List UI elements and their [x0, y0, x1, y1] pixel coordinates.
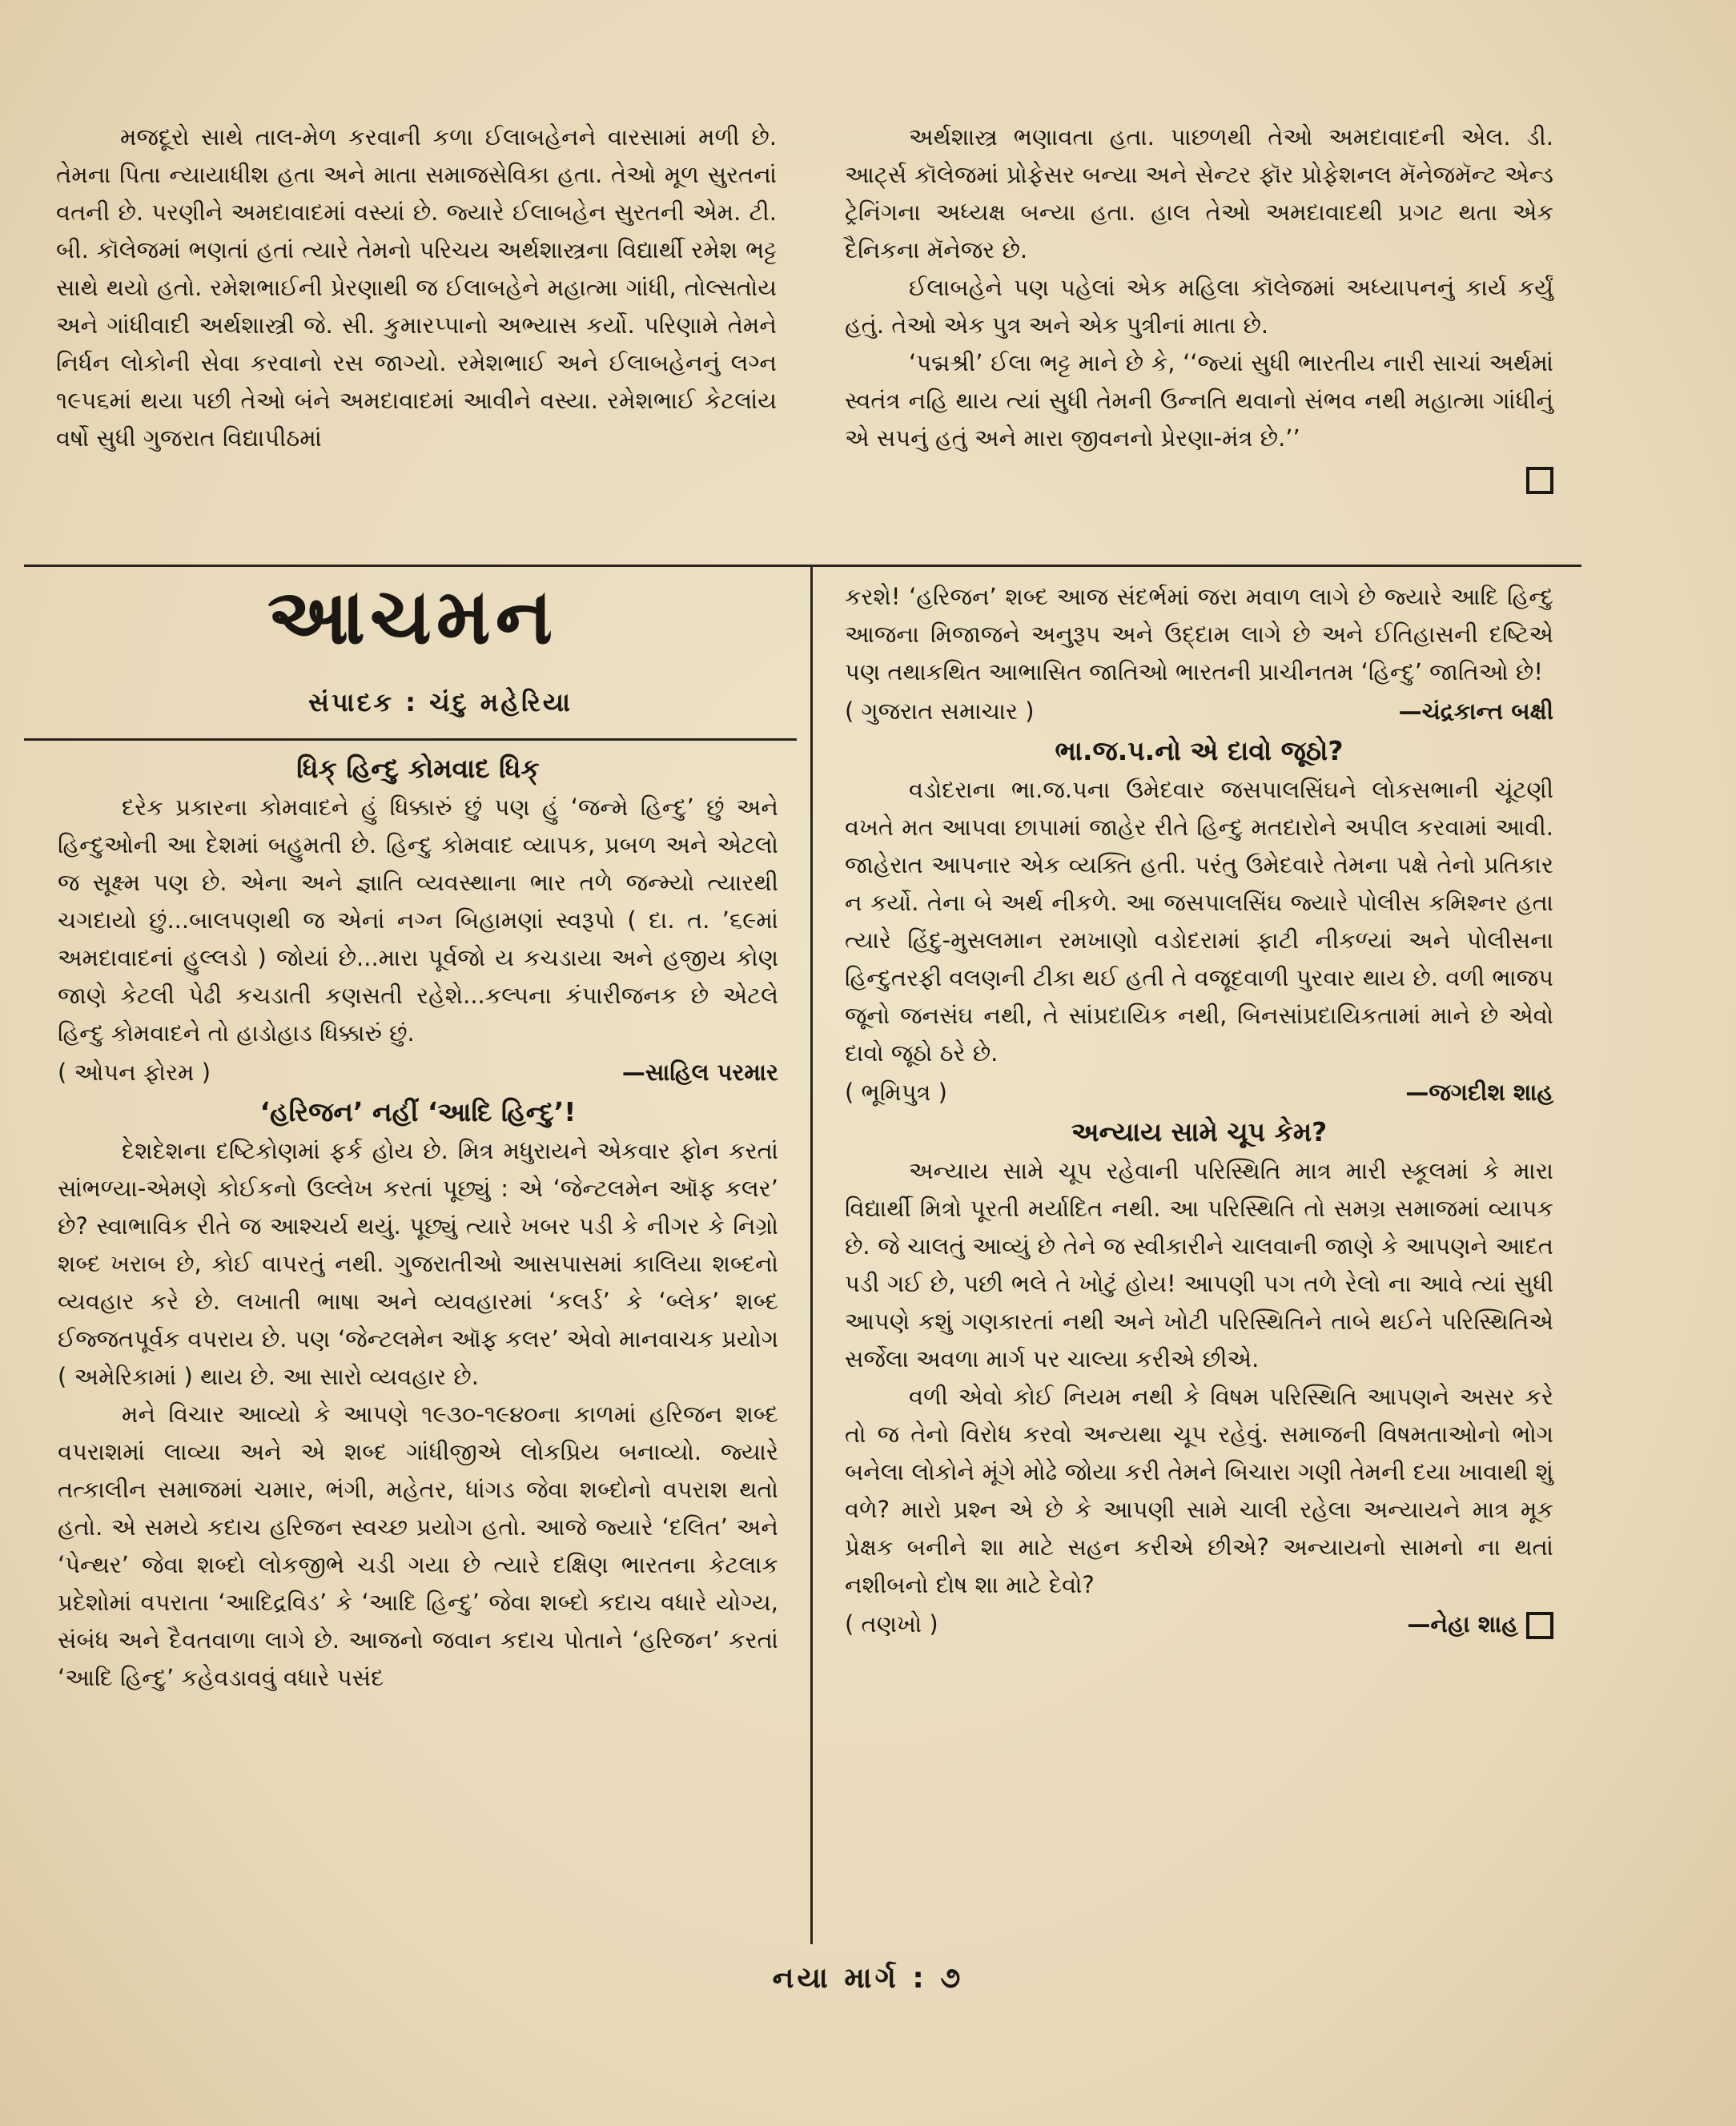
lower-right-column	[845, 578, 1553, 1644]
top-left-paragraph: મજદૂરો સાથે તાલ-મેળ કરવાની કળા ઈલાબહેનને વારસામાં મળી છે. તેમના પિતા ન્યાયાધીશ હતા અને માતા સમાજસેવિકા હતા. તેઓ મૂળ સુરતનાં વતની છે. પરણીને અમદાવાદમાં વસ્યાં છે. જ્યારે ઈલાબહેન સુરતની એમ. ટી. બી. કૉલેજમાં ભણતાં હતાં ત્યારે તેમનો પરિચય અર્થશાસ્ત્રના વિદ્યાર્થી રમેશ ભટ્ટ સાથે થયો હતો. રમેશભાઈની પ્રેરણાથી જ ઈલાબહેને મહાત્મા ગાંધી, તોલ્સતોય અને ગાંધીવાદી અર્થશાસ્ત્રી જે. સી. કુમારપ્પાનો અભ્યાસ કર્યો. પરિણામે તેમને નિર્ધન લોકોની સેવા કરવાનો રસ જાગ્યો. રમેશભાઈ અને ઈલાબહેનનું લગ્ન ૧૯૫૬માં થયા પછી તેઓ બંને અમદાવાદમાં આવીને વસ્યા. રમેશભાઈ કેટલાંય વર્ષો સુધી ગુજરાત વિદ્યાપીઠમાં	[56, 123, 777, 452]
column-divider	[810, 567, 813, 1944]
top-right-paragraph-2: ઈલાબહેને પણ પહેલાં એક મહિલા કૉલેજમાં અધ્યાપનનું કાર્ય કર્યું હતું. તેઓ એક પુત્ર અને એક પુત્રીનાં માતા છે.	[845, 274, 1553, 339]
article-paragraph: મને વિચાર આવ્યો કે આપણે ૧૯૩૦-૧૯૪૦ના કાળમાં હરિજન શબ્દ વપરાશમાં લાવ્યા અને એ શબ્દ ગાંધીજીએ લોકપ્રિય બનાવ્યો. જ્યારે તત્કાલીન સમાજમાં ચમાર, ભંગી, મહેતર, ધાંગડ જેવા શબ્દોનો વપરાશ થતો હતો. એ સમયે કદાચ હરિજન સ્વચ્છ પ્રયોગ હતો. આજે જ્યારે ‘દલિત’ અને ‘પેન્થર’ જેવા શબ્દો લોકજીભે ચડી ગયા છે ત્યારે દક્ષિણ ભારતના કેટલાક પ્રદેશોમાં વપરાતા ‘આદિદ્રવિડ’ કે ‘આદિ હિન્દુ’ જેવા શબ્દો કદાચ વધારે યોગ્ય, સંબંધ અને દૈવતવાળા લાગે છે. આજનો જવાન કદાચ પોતાને ‘હરિજન’ કરતાં ‘આદિ હિન્દુ’ કહેવડાવવું વધારે પસંદ	[58, 1401, 778, 1691]
masthead-rule	[24, 738, 797, 741]
article-paragraph: વળી એવો કોઈ નિયમ નથી કે વિષમ પરિસ્થિતિ આપણને અસર કરે તો જ તેનો વિરોધ કરવો અન્યથા ચૂપ રહેવું. સમાજની વિષમતાઓનો ભોગ બનેલા લોકોને મૂંગે મોઢે જોયા કરી તેમને બિચારા ગણી તેમની દયા ખાવાથી શું વળે? મારો પ્રશ્ન એ છે કે આપણી સામે ચાલી રહેલા અન્યાયને માત્ર મૂક પ્રેક્ષક બનીને શા માટે સહન કરીએ છીએ? અન્યાયનો સામનો ના થતાં નશીબનો દોષ શા માટે દેવો?	[845, 1383, 1553, 1598]
article-credit	[58, 1052, 778, 1092]
top-right-paragraph-3: ‘પદ્મશ્રી’ ઈલા ભટ્ટ માને છે કે, ‘‘જ્યાં સુધી ભારતીય નારી સાચાં અર્થમાં સ્વતંત્ર નહિ થાય ત્યાં સુધી તેમની ઉન્નતિ થવાનો સંભવ નથી મહાત્મા ગાંધીનું એ સપનું હતું અને મારા જીવનનો પ્રેરણા-મંત્ર છે.’’	[845, 349, 1553, 452]
article-source: ( તણખો )	[845, 1610, 938, 1638]
column-title: આચમન	[267, 572, 558, 661]
article-source: ( ગુજરાત સમાચાર )	[845, 697, 1035, 725]
article-heading: ભા.જ.પ.નો એ દાવો જૂઠો?	[1055, 735, 1344, 766]
section-divider	[24, 565, 1581, 567]
article-credit	[845, 691, 1553, 731]
article-author: —જગદીશ શાહ	[1405, 1079, 1553, 1106]
continuation-paragraph: કરશે! ‘હરિજન’ શબ્દ આજ સંદર્ભમાં જરા મવાળ લાગે છે જ્યારે આદિ હિન્દુ આજના મિજાજને અનુરૂપ અને ઉદ્દામ લાગે છે અને ઈતિહાસની દષ્ટિએ પણ તથાકથિત આભાસિત જાતિઓ ભારતની પ્રાચીનતમ ‘હિન્દુ’ જાતિઓ છે!	[845, 583, 1553, 685]
top-right-column	[845, 119, 1553, 498]
article-body: દરેક પ્રકારના કોમવાદને હું ધિક્કારું છું પણ હું ‘જન્મે હિન્દુ’ છું અને હિન્દુઓની આ દેશમાં બહુમતી છે. હિન્દુ કોમવાદ વ્યાપક, પ્રબળ અને એટલો જ સૂક્ષ્મ પણ છે. એના અને જ્ઞાતિ વ્યવસ્થાના ભાર તળે જન્મ્યો ત્યારથી ચગદાયો છું...બાલપણથી જ એનાં નગ્ન બિહામણાં સ્વરૂપો ( દા. ત. ’૬૯માં અમદાવાદનાં હુલ્લડો ) જોયાં છે...મારા પૂર્વજો ય કચડાયા અને હજીય કોણ જાણે કેટલી પેઢી કચડાતી કણસતી રહેશે...કલ્પના કંપારીજનક છે એટલે હિન્દુ કોમવાદને તો હાડોહાડ ધિક્કારું છું.	[58, 794, 778, 1047]
article-credit	[845, 1072, 1553, 1112]
end-mark-icon	[1526, 467, 1553, 494]
article-heading: અન્યાય સામે ચૂપ કેમ?	[1071, 1116, 1328, 1147]
article-source: ( ભૂમિપુત્ર )	[845, 1079, 947, 1106]
end-mark-icon	[1526, 1612, 1553, 1639]
top-right-paragraph-1: અર્થશાસ્ત્ર ભણાવતા હતા. પાછળથી તેઓ અમદાવાદની એલ. ડી. આર્ટ્સ કૉલેજમાં પ્રોફેસર બન્યા અને સેન્ટર ફૉર પ્રોફેશનલ મૅનેજમૅન્ટ એન્ડ ટ્રેનિંગના અધ્યક્ષ બન્યા હતા. હાલ તેઓ અમદાવાદથી પ્રગટ થતા એક દૈનિકના મૅનેજર છે.	[845, 123, 1553, 263]
lower-left-column	[58, 749, 778, 1697]
article-body: વડોદરાના ભા.જ.પના ઉમેદવાર જસપાલસિંઘને લોકસભાની ચૂંટણી વખતે મત આપવા છાપામાં જાહેર રીતે હિન્દુ મતદારોને અપીલ કરવામાં આવી. જાહેરાત આપનાર એક વ્યક્તિ હતી. પરંતુ ઉમેદવારે તેમના પક્ષે તેનો પ્રતિકાર ન કર્યો. તેના બે અર્થ નીકળે. આ જસપાલસિંઘ જ્યારે પોલીસ કમિશ્નર હતા ત્યારે હિંદુ-મુસલમાન રમખાણો વડોદરામાં ફાટી નીકળ્યાં અને પોલીસના હિન્દુતરફી વલણની ટીકા થઈ હતી તે વજૂદવાળી પુરવાર થાય છે. વળી ભાજપ જૂનો જનસંઘ નથી, તે સાંપ્રદાયિક નથી, બિનસાંપ્રદાયિકતામાં માને છે એવો દાવો જૂઠો ઠરે છે.	[845, 776, 1553, 1067]
article-heading: ‘હરિજન’ નહીં ‘આદિ હિન્દુ’!	[259, 1096, 577, 1127]
article-heading: ધિક્ હિન્દુ કોમવાદ ધિક્	[296, 753, 540, 784]
article-author: —ચંદ્રકાન્ત બક્ષી	[1398, 697, 1553, 725]
article-author: —સાહિલ પરમાર	[621, 1059, 778, 1086]
article-author	[1407, 1604, 1553, 1644]
editor-credit: સંપાદક : ચંદુ મહેરિયા	[308, 687, 573, 717]
article-paragraph: દેશદેશના દષ્ટિકોણમાં ફર્ક હોય છે. મિત્ર મધુરાયને એકવાર ફોન કરતાં સાંભળ્યા-એમણે કોઈકનો ઉલ્લેખ કરતાં પૂછ્યું : એ ‘જેન્ટલમેન ઑફ કલર’ છે? સ્વાભાવિક રીતે જ આશ્ચર્ય થયું. પૂછ્યું ત્યારે ખબર પડી કે નીગર કે નિગ્રો શબ્દ ખરાબ છે, કોઈ વાપરતું નથી. ગુજરાતીઓ આસપાસમાં કાલિયા શબ્દનો વ્યવહાર કરે છે. લખાતી ભાષા અને વ્યવહારમાં ‘કલર્ડ’ કે ‘બ્લેક’ શબ્દ ઈજ્જતપૂર્વક વપરાય છે. પણ ‘જેન્ટલમેન ઑફ કલર’ એવો માનવાચક પ્રયોગ ( અમેરિકામાં ) થાય છે. આ સારો વ્યવહાર છે.	[58, 1137, 778, 1390]
page-footer: નયા માર્ગ : ૭	[772, 1962, 964, 1995]
article-source: ( ઓપન ફોરમ )	[58, 1059, 211, 1086]
article-credit	[845, 1604, 1553, 1644]
article-author-name: —નેહા શાહ	[1407, 1610, 1518, 1638]
article-paragraph: અન્યાય સામે ચૂપ રહેવાની પરિસ્થિતિ માત્ર મારી સ્કૂલમાં કે મારા વિદ્યાર્થી મિત્રો પૂરતી મર્યાદિત નથી. આ પરિસ્થિતિ તો સમગ્ર સમાજમાં વ્યાપક છે. જે ચાલતું આવ્યું છે તેને જ સ્વીકારીને ચાલવાની જાણે કે આપણને આદત પડી ગઈ છે, પછી ભલે તે ખોટું હોય! આપણી પગ તળે રેલો ના આવે ત્યાં સુધી આપણે કશું ગણકારતાં નથી અને ખોટી પરિસ્થિતિને તાબે થઈને પરિસ્થિતિએ સર્જેલા અવળા માર્ગ પર ચાલ્યા કરીએ છીએ.	[845, 1157, 1553, 1372]
top-left-column	[56, 119, 777, 457]
